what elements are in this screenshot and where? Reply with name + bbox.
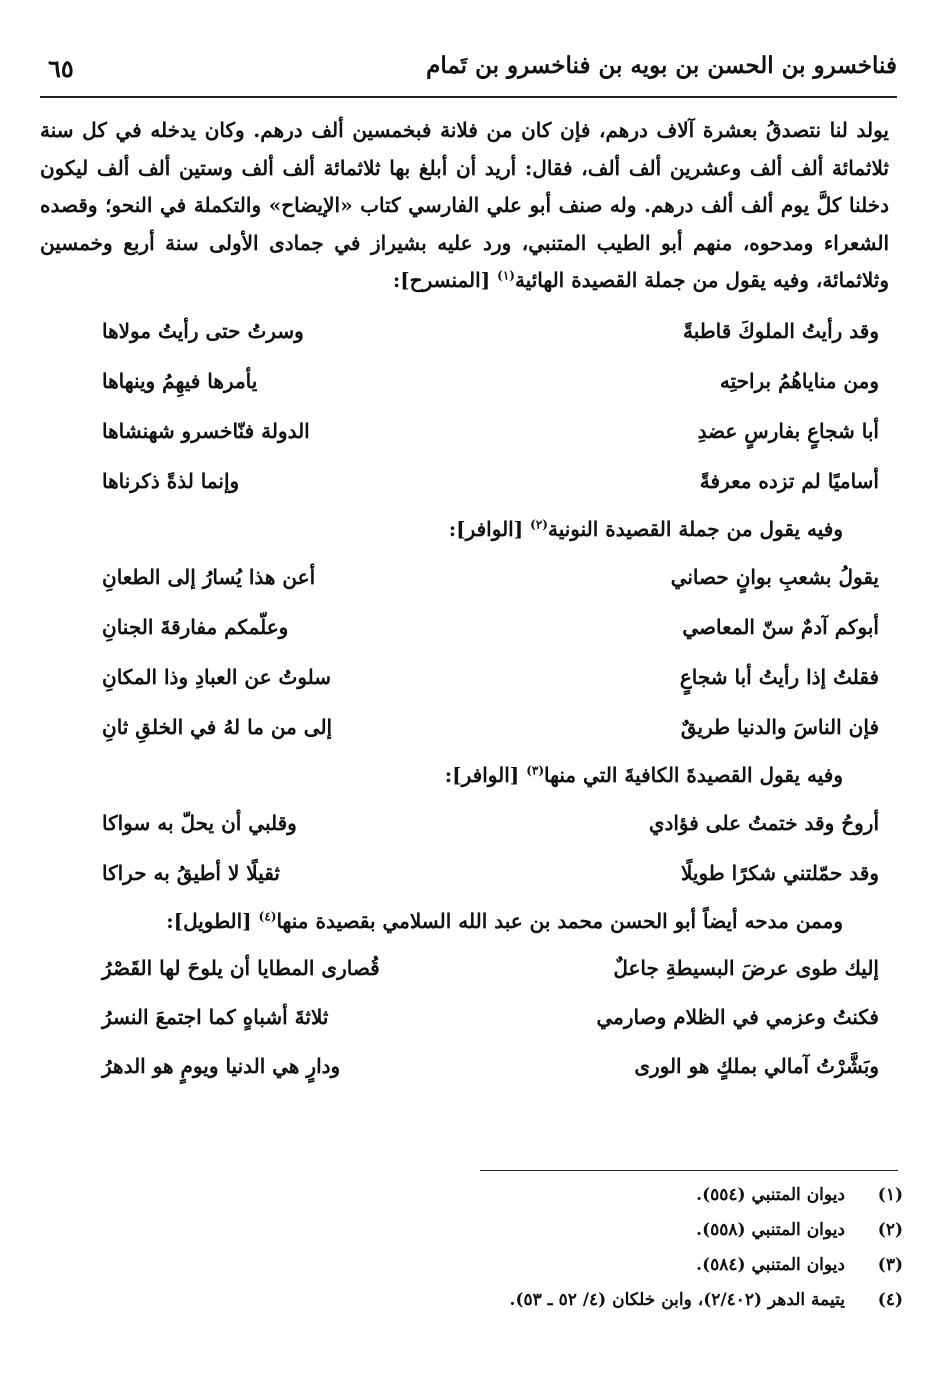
verse-line (40, 993, 889, 1042)
poem-sallami (40, 944, 889, 1091)
meter-label: [الوافر]: (448, 516, 524, 541)
footnote-ref: (٢) (530, 516, 548, 531)
hemistich-first: ومن مناياهُمُ براحتِه (719, 368, 879, 393)
hemistich-second: ودارٍ هي الدنيا ويومٍ هو الدهرُ (102, 1053, 341, 1078)
verse-line (40, 848, 889, 898)
footnote-ref: (٣) (526, 762, 545, 777)
page-number: ٦٥ (48, 54, 74, 83)
hemistich-first: أبا شجاعٍ بفارسٍ عضدِ (697, 418, 879, 443)
hemistich-first: أروحُ وقد ختمتُ على فؤادي (648, 810, 879, 835)
verse-line (40, 652, 889, 702)
poem-kafiyya (40, 798, 889, 898)
hemistich-second: وسرتُ حتى رأيتُ مولاها (102, 318, 304, 343)
footnote-text: ديوان المتنبي (٥٥٤). (696, 1185, 845, 1205)
footnote-item (343, 1213, 903, 1248)
intro-text: وممن مدحه أيضاً أبو الحسن محمد بن عبد الله السلامي بقصيدة منها (276, 908, 843, 933)
hemistich-first: إليك طوى عرضَ البسيطةِ جاعلٌ (613, 955, 879, 980)
poem-intro (40, 752, 889, 798)
hemistich-second: يأمرها فيهِمُ وينهاها (102, 368, 258, 393)
poem-hayiyya (40, 306, 889, 506)
body-paragraph (40, 112, 889, 300)
poem-intro (40, 898, 889, 944)
verse-line (40, 602, 889, 652)
hemistich-first: فقلتُ إذا رأيتُ أبا شجاعٍ (679, 664, 879, 689)
hemistich-first: أساميًا لم تزده معرفةً (699, 468, 879, 493)
hemistich-second: وقلبي أن يحلّ به سواكا (102, 810, 297, 835)
running-header (40, 48, 897, 96)
meter-label: [الوافر]: (444, 762, 520, 787)
hemistich-second: وإنما لذةً ذكرناها (102, 468, 240, 493)
hemistich-first: وبَشَّرْتُ آمالي بملكٍ هو الورى (634, 1053, 879, 1078)
hemistich-first: وقد حمّلتني شكرًا طويلًا (680, 860, 879, 885)
hemistich-second: إلى من ما لهُ في الخلقِ ثانِ (102, 714, 333, 739)
hemistich-first: أبوكم آدمٌ سنّ المعاصي (682, 614, 879, 639)
footnote-number: (٤) (877, 1290, 903, 1310)
footnote-number: (١) (877, 1185, 903, 1205)
footnote-number: (٣) (877, 1255, 903, 1275)
verse-line (40, 1042, 889, 1091)
hemistich-second: الدولة فنّاخسرو شهنشاها (102, 418, 310, 443)
footnote-ref: (١) (497, 268, 515, 283)
footnote-item (343, 1178, 903, 1213)
footnote-ref: (٤) (258, 908, 277, 923)
hemistich-second: وعلّمكم مفارقةَ الجنانِ (102, 614, 289, 639)
poem-intro (40, 506, 889, 552)
footnote-number: (٢) (877, 1220, 903, 1240)
footnote-divider (480, 1170, 898, 1171)
footnote-item (343, 1248, 903, 1283)
verse-line (40, 456, 889, 506)
hemistich-second: قُصارى المطايا أن يلوحَ لها القَصْرُ (102, 955, 380, 980)
footnotes (343, 1178, 903, 1318)
footnote-text: يتيمة الدهر (٢/٤٠٢)، وابن خلكان (٤/ ٥٢ ـ ٥٣). (509, 1290, 845, 1310)
hemistich-first: وقد رأيتُ الملوكَ قاطبةً (682, 318, 879, 343)
paragraph-text: يولد لنا نتصدقُ بعشرة آلاف درهم، فإن كان من فلانة فبخمسين ألف درهم. وكان يدخله في كل سنة ثلاثمائة ألف ألف وعشرين ألف ألف، فقال: أريد أن أبلغ بها ثلاثمائة ألف ألف وستين ألف ألف ليكون دخلنا كلَّ يوم ألف ألف درهم. وله صنف أبو علي الفارسي كتاب «الإيضاح» والتكملة في النحو؛ وقصده الشعراء ومدحوه، منهم أبو الطيب المتنبي، ورد عليه بشيراز في جمادى الأولى سنة أربع وخمسين وثلاثمائة، وفيه يقول من جملة القصيدة الهائية (40, 118, 889, 292)
meter-label: [المنسرح]: (392, 268, 491, 292)
verse-line (40, 944, 889, 993)
hemistich-second: سلوتُ عن العبادِ وذا المكانِ (102, 664, 332, 689)
footnote-text: ديوان المتنبي (٥٨٤). (696, 1255, 845, 1275)
verse-line (40, 406, 889, 456)
hemistich-first: يقولُ بشعبِ بوانٍ حصاني (670, 564, 879, 589)
hemistich-second: ثقيلًا لا أطيقُ به حراكا (102, 860, 280, 885)
header-title: فناخسرو بن الحسن بن بويه بن فناخسرو بن تَمام (426, 52, 897, 79)
hemistich-first: فإن الناسَ والدنيا طريقٌ (680, 714, 879, 739)
intro-text: وفيه يقول من جملة القصيدة النونية (547, 516, 843, 541)
footnote-text: ديوان المتنبي (٥٥٨). (696, 1220, 845, 1240)
main-text (40, 112, 889, 1091)
verse-line (40, 356, 889, 406)
verse-line (40, 552, 889, 602)
intro-text: وفيه يقول القصيدةَ الكافيةَ التي منها (544, 762, 843, 787)
poem-nuniyya (40, 552, 889, 752)
hemistich-second: ثلاثةَ أشباهٍ كما اجتمعَ النسرُ (102, 1004, 329, 1029)
verse-line (40, 702, 889, 752)
meter-label: [الطويل]: (166, 908, 252, 933)
verse-line (40, 306, 889, 356)
hemistich-first: فكنتُ وعزمي في الظلام وصارمي (596, 1004, 879, 1029)
hemistich-second: أعن هذا يُسارُ إلى الطعانِ (102, 564, 316, 589)
header-divider (40, 96, 897, 98)
footnote-item (343, 1283, 903, 1318)
verse-line (40, 798, 889, 848)
